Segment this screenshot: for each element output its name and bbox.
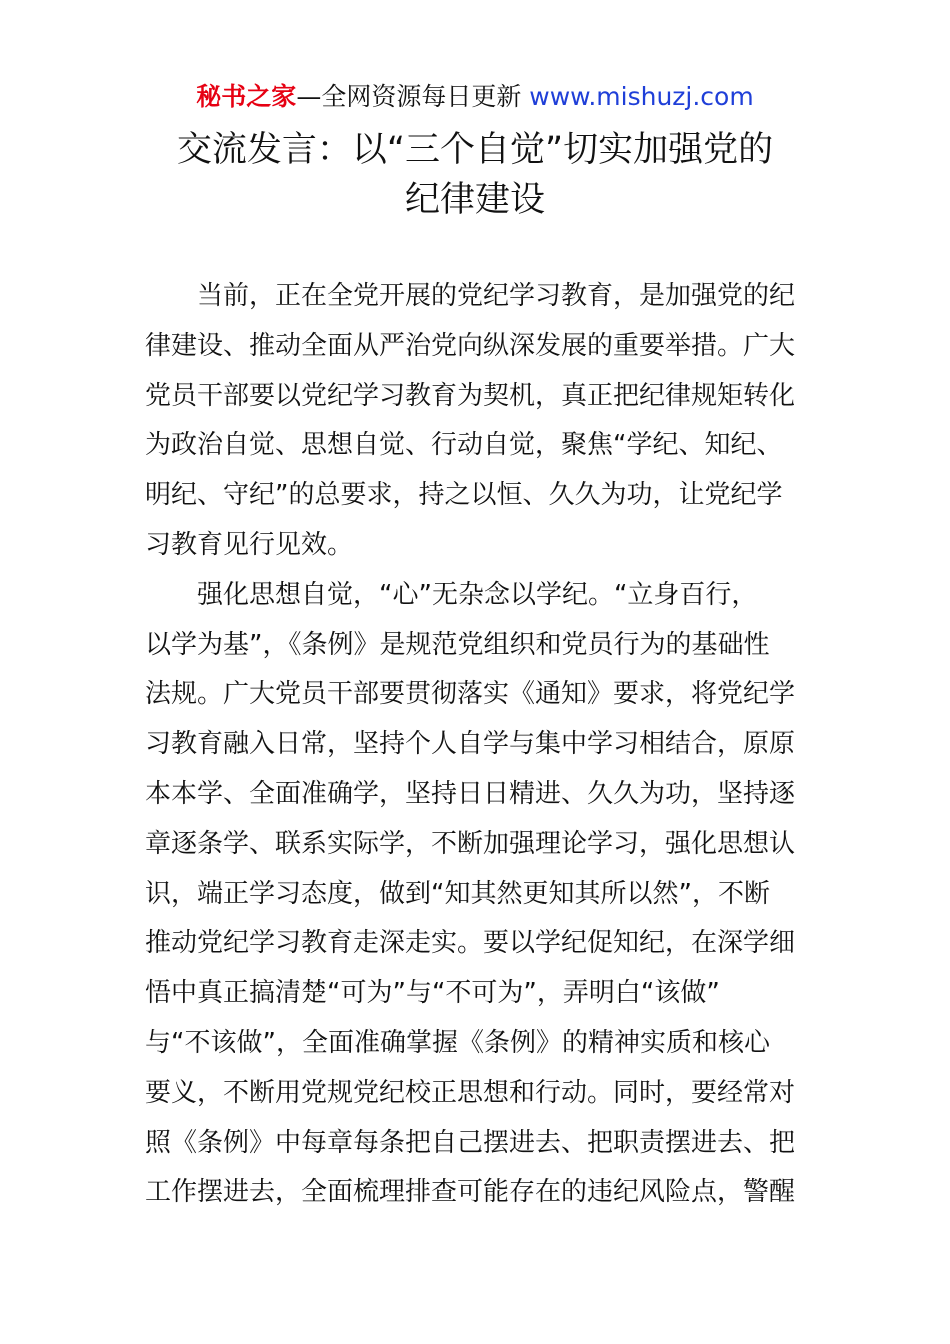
- body-line: 照《条例》中每章每条把自己摆进去、把职责摆进去、把: [145, 1127, 796, 1158]
- body-line: 当前，正在全党开展的党纪学习教育，是加强党的纪: [197, 281, 796, 311]
- body-line: 本本学、全面准确学，坚持日日精进、久久为功，坚持逐: [145, 778, 796, 809]
- body-line: 习教育融入日常，坚持个人自学与集中学习相结合，原原: [145, 729, 796, 760]
- body-line: 法规。广大党员干部要贯彻落实《通知》要求，将党纪学: [145, 679, 796, 710]
- body-line: 党员干部要以党纪学习教育为契机，真正把纪律规矩转化: [145, 380, 796, 411]
- body-line: 工作摆进去，全面梳理排查可能存在的违纪风险点，警醒: [145, 1177, 796, 1208]
- site-header: [0, 80, 950, 114]
- site-url[interactable]: www.mishuzj.com: [529, 82, 754, 111]
- body-line: 明纪、守纪”的总要求，持之以恒、久久为功，让党纪学: [145, 480, 783, 511]
- body-line: 以学为基”，《条例》是规范党组织和党员行为的基础性: [145, 629, 770, 660]
- body-line: 习教育见行见效。: [145, 529, 354, 560]
- brand-name: 秘书之家: [196, 82, 297, 111]
- body-line: 强化思想自觉，“心”无杂念以学纪。“立身百行，: [197, 579, 758, 610]
- document-title: [100, 125, 850, 225]
- title-line-1: 交流发言：以“三个自觉”切实加强党的: [176, 130, 774, 170]
- body-line: 推动党纪学习教育走深走实。要以学纪促知纪，在深学细: [145, 928, 796, 959]
- body-line: 识，端正学习态度，做到“知其然更知其所以然”，不断: [145, 878, 770, 909]
- body-line: 与“不该做”，全面准确掌握《条例》的精神实质和核心: [145, 1027, 770, 1058]
- body-line: 要义，不断用党规党纪校正思想和行动。同时，要经常对: [145, 1077, 796, 1108]
- document-body: [145, 272, 810, 1218]
- title-line-2: 纪律建设: [404, 180, 545, 220]
- header-tagline: —全网资源每日更新: [296, 82, 522, 111]
- body-line: 章逐条学、联系实际学，不断加强理论学习，强化思想认: [145, 828, 796, 859]
- body-line: 悟中真正搞清楚“可为”与“不可为”，弄明白“该做”: [145, 978, 720, 1009]
- body-line: 为政治自觉、思想自觉、行动自觉，聚焦“学纪、知纪、: [145, 430, 783, 461]
- body-line: 律建设、推动全面从严治党向纵深发展的重要举措。广大: [145, 330, 796, 361]
